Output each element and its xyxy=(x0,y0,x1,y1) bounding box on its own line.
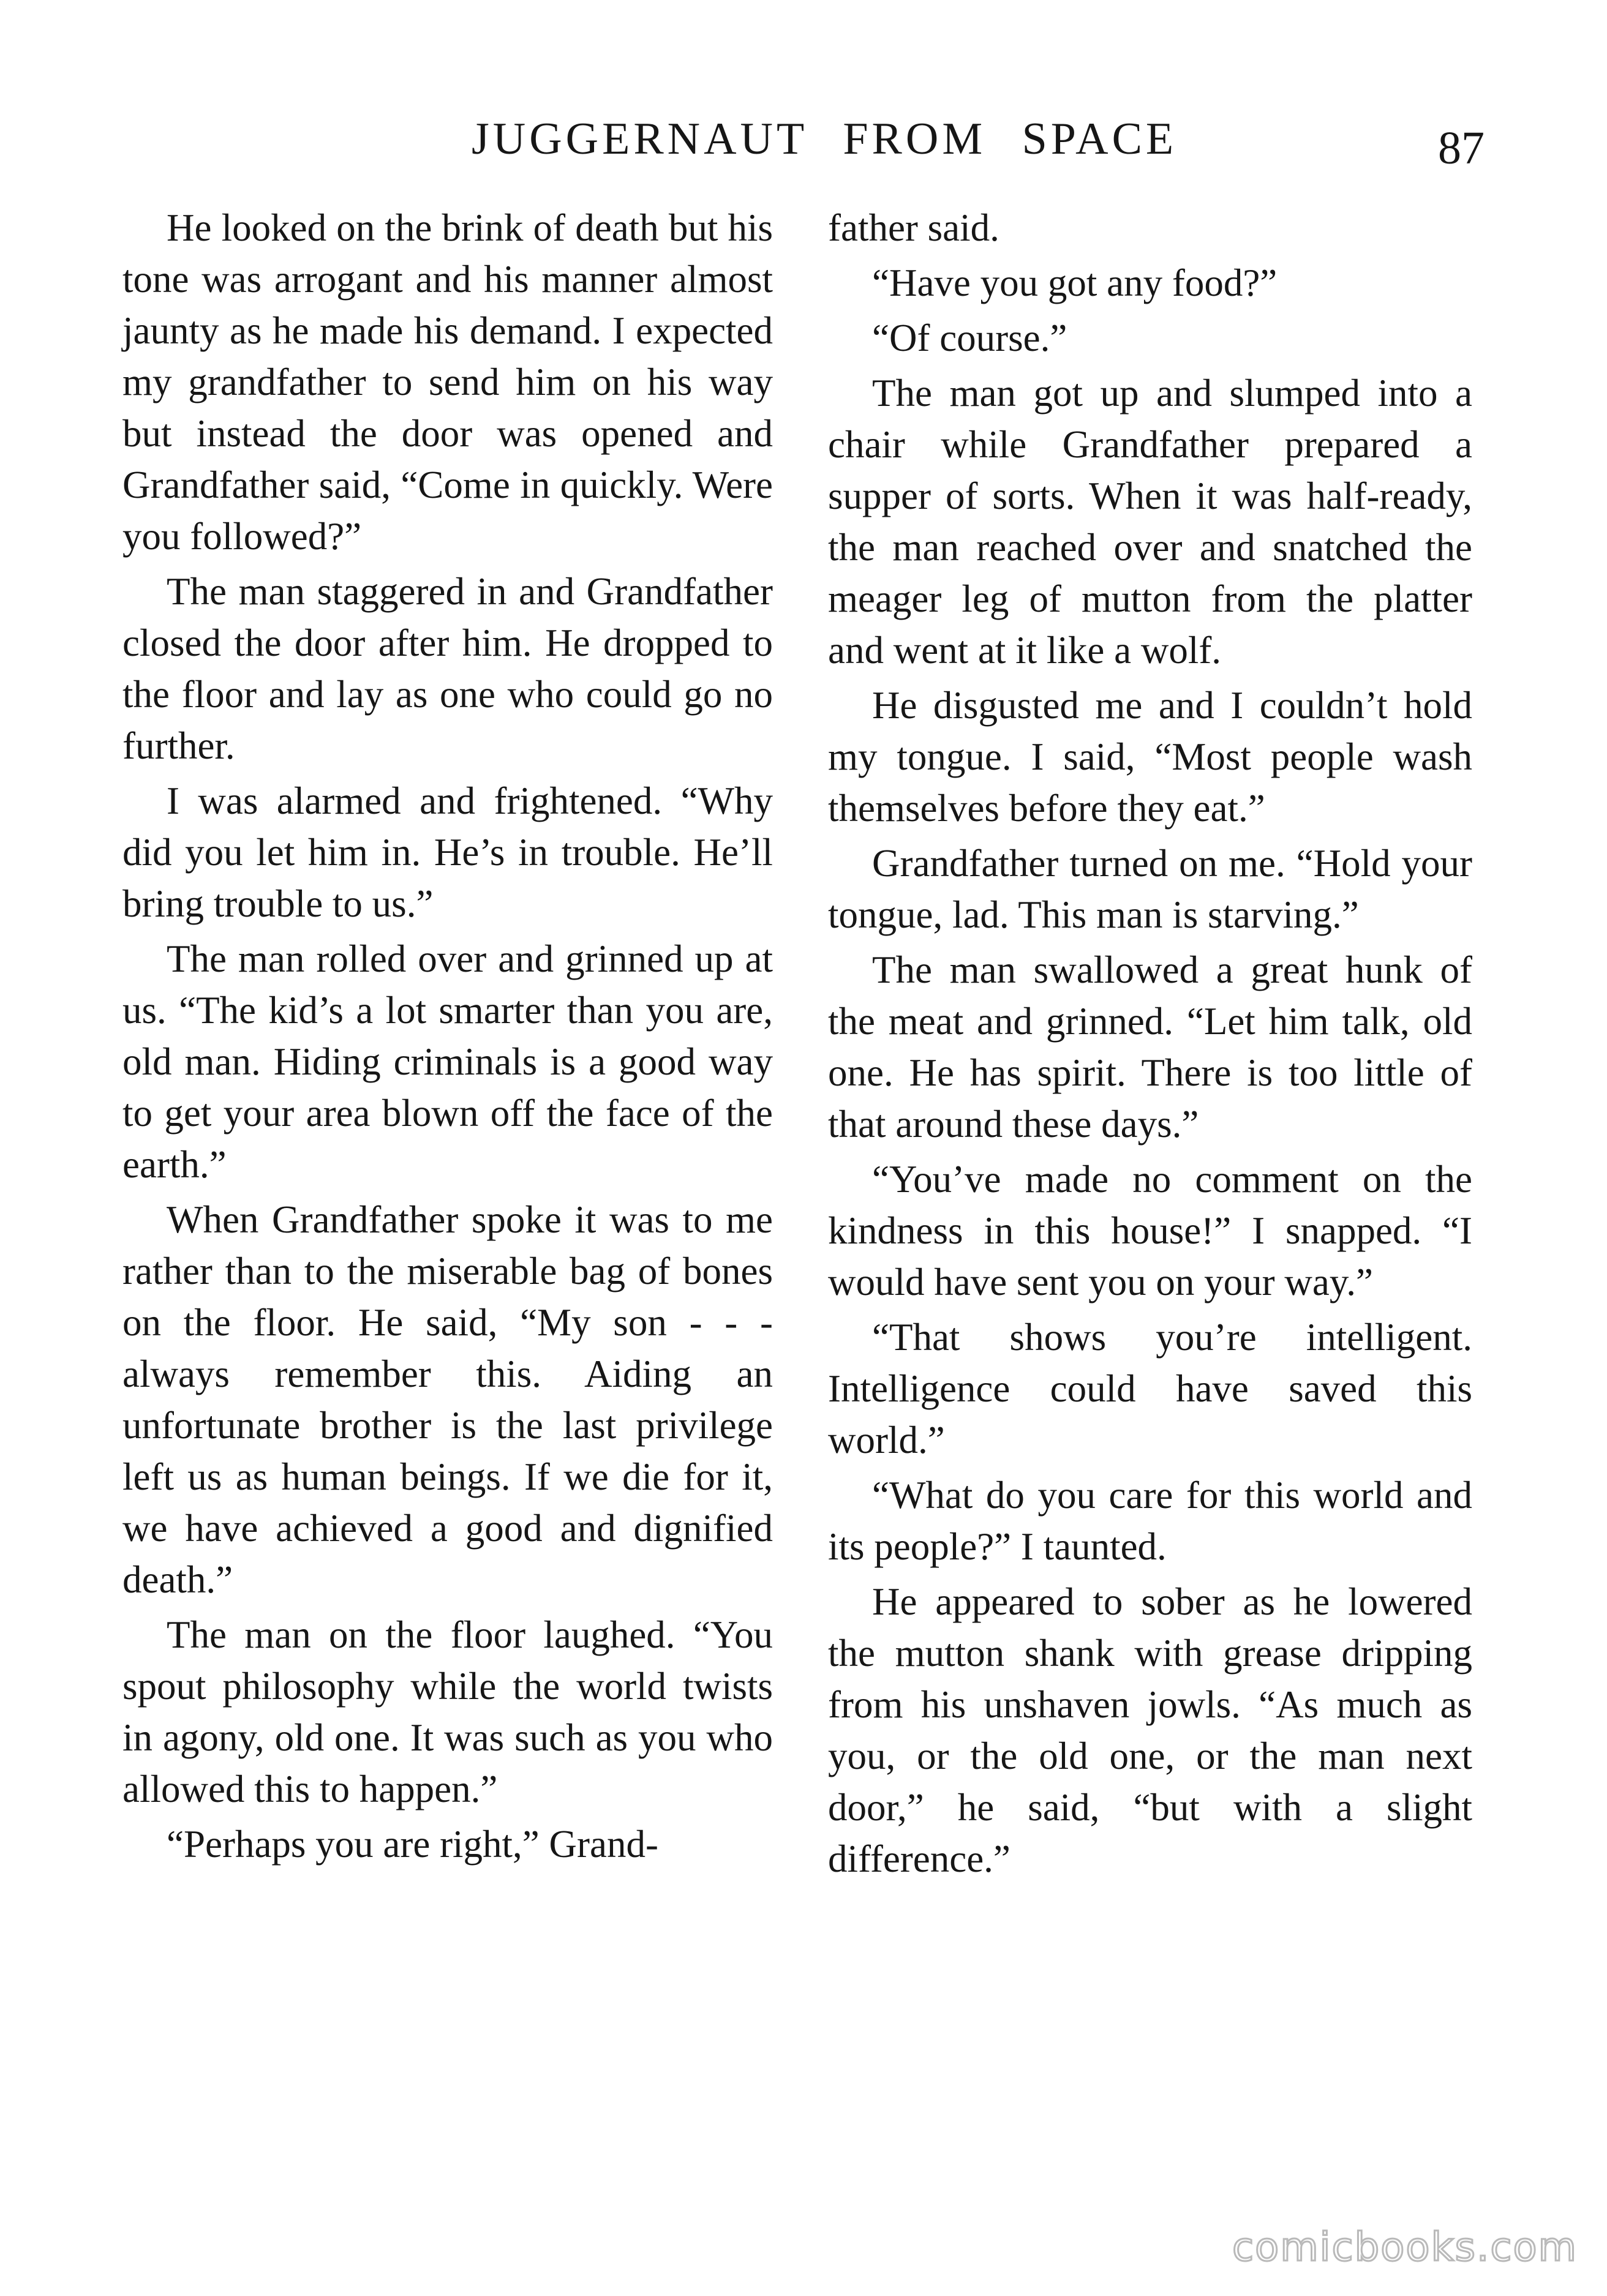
paragraph: “That shows you’re intelligent. Intelligence could have saved this world.” xyxy=(828,1316,1472,1461)
running-title: JUGGERNAUT FROM SPACE xyxy=(472,114,1178,164)
paragraph: The man swallowed a great hunk of the meat and grinned. “Let him talk, old one. He has spirit. There is too little of that around these days.” xyxy=(828,948,1472,1146)
paragraph: “You’ve made no comment on the kindness in this house!” I snapped. “I would have sent you on your way.” xyxy=(828,1158,1472,1304)
watermark: comicbooks.com xyxy=(1232,2225,1578,2270)
paragraph: The man staggered in and Grandfather closed the door after him. He dropped to the floor and lay as one who could go no further. xyxy=(122,570,773,767)
paragraph: He looked on the brink of death but his tone was arrogant and his manner almost jaunty as he made his demand. I expected my grandfather to send him on his way but instead the door was opened and Grandfather said, “Come in quickly. Were you followed?” xyxy=(122,206,773,558)
right-column xyxy=(828,202,1472,1885)
paragraph: The man got up and slumped into a chair while Grandfather prepared a supper of sorts. When it was half-ready, the man reached over and snatched the meager leg of mutton from the platter and went at it like a wolf. xyxy=(828,372,1472,672)
paragraph: Grandfather turned on me. “Hold your tongue, lad. This man is starving.” xyxy=(828,842,1472,936)
page-number: 87 xyxy=(1438,122,1485,174)
paragraph: He appeared to sober as he lowered the mutton shank with grease dripping from his unshaven jowls. “As much as you, or the old one, or the man next door,” he said, “but with a slight difference.” xyxy=(828,1580,1472,1880)
paragraph: The man rolled over and grinned up at us. “The kid’s a lot smarter than you are, old man. Hiding criminals is a good way to get your area blown off the face of the earth.” xyxy=(122,937,773,1186)
paragraph: I was alarmed and frightened. “Why did you let him in. He’s in trouble. He’ll bring trouble to us.” xyxy=(122,779,773,925)
paragraph: “Have you got any food?” xyxy=(872,261,1278,304)
paragraph: He disgusted me and I couldn’t hold my tongue. I said, “Most people wash themselves before they eat.” xyxy=(828,684,1472,830)
paragraph: “Perhaps you are right,” Grand- xyxy=(167,1823,658,1866)
paragraph: “Of course.” xyxy=(872,317,1067,359)
paragraph: When Grandfather spoke it was to me rather than to the miserable bag of bones on the floor. He said, “My son - - - always remember this. Aiding an unfortunate brother is the last privilege left us as human beings. If we die for it, we have achieved a good and dignified death.” xyxy=(122,1198,773,1601)
left-column xyxy=(122,202,773,1870)
paragraph: “What do you care for this world and its people?” I taunted. xyxy=(828,1474,1472,1568)
paragraph-continuation: father said. xyxy=(828,206,999,249)
paragraph: The man on the floor laughed. “You spout philosophy while the world twists in agony, old one. It was such as you who allowed this to happen.” xyxy=(122,1613,773,1810)
